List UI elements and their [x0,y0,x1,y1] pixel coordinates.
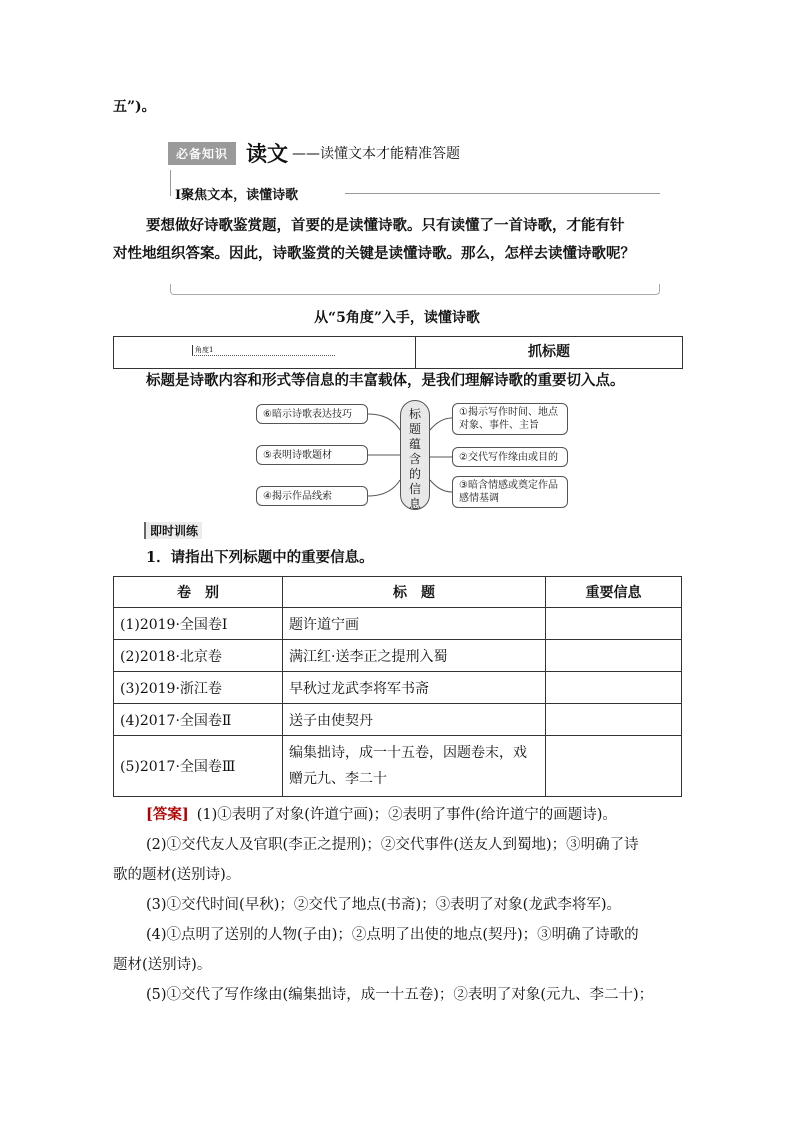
table-row [114,704,682,736]
title-info-table [113,576,682,797]
diagram-left-item: ⑥暗示诗歌表达技巧 [256,404,368,424]
continued-text: 五”)。 [113,99,156,115]
angle-dotted-line [192,355,335,356]
answer-label: [答案] [146,806,189,823]
diagram-left-item: ④揭示作品线索 [256,486,368,506]
table-cell [546,704,682,736]
table-cell: 满江红·送李正之提刑入蜀 [283,640,546,672]
answer-5: (5)①交代了写作缘由(编集拙诗，成一十五卷)；②表明了对象(元九、李二十)； [146,987,654,1003]
diagram-right-item: ③暗含情感或奠定作品感情基调 [452,476,568,508]
angle-description [113,367,683,395]
angle-description-text: 标题是诗歌内容和形式等信息的丰富载体，是我们理解诗歌的重要切入点。 [146,372,625,389]
table-header: 重要信息 [546,577,682,608]
answer-2-line-2: 歌的题材(送别诗)。 [113,867,241,883]
diagram-right-item: ②交代写作缘由或目的 [452,447,568,467]
table-row [114,736,682,797]
answer-4-line-1: (4)①点明了送别的人物(子由)；②点明了出使的地点(契丹)；③明确了诗歌的 [146,927,639,943]
table-cell: 编集拙诗，成一十五卷，因题卷末，戏赠元九、李二十 [283,736,546,797]
table-header: 卷 别 [114,577,283,608]
answer-3: (3)①交代时间(早秋)；②交代了地点(书斋)；③表明了对象(龙武李将军)。 [146,897,621,913]
table-cell: (2)2018·北京卷 [114,640,283,672]
table-cell: (3)2019·浙江卷 [114,672,283,704]
table-cell: 早秋过龙武李将军书斋 [283,672,546,704]
table-row [114,640,682,672]
question-1: 1．请指出下列标题中的重要信息。 [146,549,374,566]
table-header: 标 题 [283,577,546,608]
table-cell: 送子由使契丹 [283,704,546,736]
table-row [114,672,682,704]
table-cell [546,736,682,797]
intro-line-2: 对性地组织答案。因此，诗歌鉴赏的关键是读懂诗歌。那么，怎样去读懂诗歌呢？ [113,245,635,262]
table-row [114,608,682,640]
banner-title: 读文 [246,142,289,166]
intro-line-1: 要想做好诗歌鉴赏题，首要的是读懂诗歌。只有读懂了一首诗歌，才能有针 [146,217,625,234]
intro-paragraph [113,212,683,268]
diagram-left-item: ⑤表明诗歌题材 [256,445,368,465]
table-cell [546,640,682,672]
banner-subtitle: ——读懂文本才能精准答题 [292,146,461,162]
title-info-diagram [240,400,580,512]
section-heading: Ⅰ聚焦文本，读懂诗歌 [175,188,299,203]
intro-box-rule [170,284,660,295]
diagram-right-item: ①揭示写作时间、地点对象、事件、主旨 [452,403,568,435]
table-cell [546,608,682,640]
banner-badge: 必备知识 [168,142,236,165]
table-cell: (1)2019·全国卷Ⅰ [114,608,283,640]
table-header-row [114,577,682,608]
training-tag: 即时训练 [144,522,202,539]
angle-tag-cell [114,337,416,368]
angle-tag: 角度1 [192,345,213,355]
answer-1: (1)①表明了对象(许道宁画)；②表明了事件(给许道宁的画题诗)。 [196,807,617,823]
angle-table [113,336,683,369]
table-cell [546,672,682,704]
angle-title: 抓标题 [528,344,570,360]
diagram-center: 标 题 蕴 含 的 信 息 [400,400,430,510]
table-cell: 题许道宁画 [283,608,546,640]
section-rule [345,193,660,194]
answer-4-line-2: 题材(送别诗)。 [113,957,212,973]
angles-heading: 从“5角度”入手，读懂诗歌 [314,310,480,326]
table-cell: (5)2017·全国卷Ⅲ [114,736,283,797]
table-cell: (4)2017·全国卷Ⅱ [114,704,283,736]
section-banner [168,141,460,165]
answer-block [113,800,685,1010]
answer-2-line-1: (2)①交代友人及官职(李正之提刑)；②交代事件(送友人到蜀地)；③明确了诗 [146,837,639,853]
